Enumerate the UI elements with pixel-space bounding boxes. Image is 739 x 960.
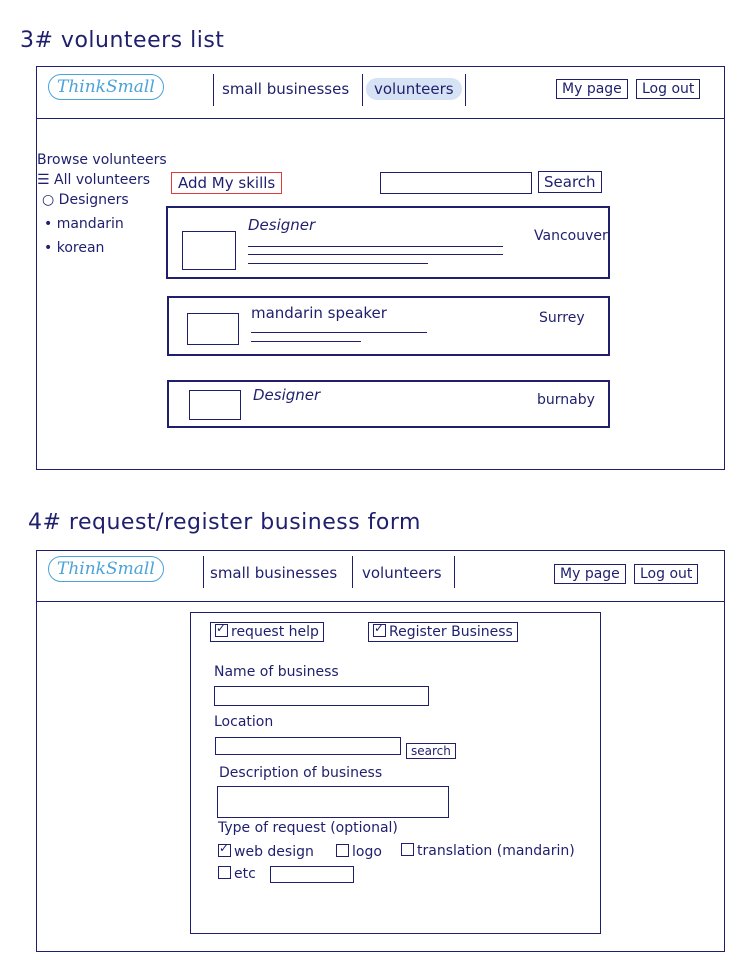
volunteer-card[interactable] bbox=[166, 206, 610, 279]
volunteer-location: Vancouver. bbox=[534, 228, 611, 244]
volunteer-title: mandarin speaker bbox=[251, 304, 387, 322]
volunteer-title: Designer bbox=[253, 386, 321, 404]
nav-divider bbox=[203, 556, 204, 588]
search-button[interactable]: Search bbox=[538, 171, 602, 193]
sidebar-item-label: mandarin bbox=[56, 216, 124, 232]
sidebar-heading: Browse volunteers bbox=[37, 152, 167, 168]
volunteer-title: Designer bbox=[248, 216, 316, 234]
checkbox-icon bbox=[336, 844, 349, 857]
text-placeholder-line bbox=[251, 332, 427, 333]
wireframe1-header-divider bbox=[36, 118, 725, 119]
nav-divider bbox=[465, 74, 466, 106]
location-search-button[interactable]: search bbox=[406, 743, 456, 759]
avatar-placeholder bbox=[187, 313, 239, 345]
avatar-placeholder bbox=[189, 390, 241, 420]
etc-field[interactable] bbox=[270, 866, 354, 883]
nav-volunteers[interactable]: volunteers bbox=[362, 564, 442, 582]
nav-small-businesses[interactable]: small businesses bbox=[210, 564, 338, 582]
volunteer-location: Surrey bbox=[539, 310, 585, 326]
logo[interactable]: ThinkSmall bbox=[48, 74, 164, 100]
nav-divider bbox=[362, 74, 363, 106]
checkbox-icon bbox=[218, 866, 231, 879]
checkbox-icon bbox=[215, 624, 228, 637]
location-label: Location bbox=[214, 714, 274, 730]
location-field[interactable] bbox=[215, 737, 401, 755]
option-label: logo bbox=[352, 844, 382, 860]
bullet-icon: ○ bbox=[42, 192, 55, 208]
name-of-business-label: Name of business bbox=[214, 664, 339, 680]
tab-label: request help bbox=[231, 624, 319, 640]
sidebar-item-mandarin[interactable] bbox=[44, 216, 124, 232]
nav-divider bbox=[213, 74, 214, 106]
volunteer-location: burnaby bbox=[537, 392, 595, 408]
volunteer-card[interactable] bbox=[167, 380, 610, 428]
sidebar-item-label: All volunteers bbox=[54, 172, 151, 188]
checkbox-icon bbox=[401, 843, 414, 856]
text-placeholder-line bbox=[251, 341, 361, 342]
avatar-placeholder bbox=[182, 231, 236, 270]
checkbox-icon bbox=[373, 624, 386, 637]
logo[interactable]: ThinkSmall bbox=[48, 556, 164, 582]
tab-register-business[interactable] bbox=[368, 622, 518, 642]
bullet-icon: • bbox=[44, 216, 53, 232]
wireframe1-title: 3# volunteers list bbox=[20, 28, 225, 53]
my-page-button[interactable]: My page bbox=[556, 79, 628, 99]
my-page-button[interactable]: My page bbox=[554, 564, 626, 584]
nav-small-businesses[interactable]: small businesses bbox=[222, 80, 350, 98]
nav-volunteers-active[interactable]: volunteers bbox=[366, 78, 462, 100]
sidebar-item-label: Designers bbox=[58, 192, 129, 208]
volunteer-card[interactable] bbox=[167, 296, 610, 356]
menu-icon: ☰ bbox=[37, 172, 50, 188]
option-label: translation (mandarin) bbox=[417, 843, 575, 859]
text-placeholder-line bbox=[248, 254, 503, 255]
nav-divider bbox=[352, 556, 353, 588]
option-web-design[interactable] bbox=[218, 844, 314, 860]
log-out-button[interactable]: Log out bbox=[634, 564, 698, 584]
tab-request-help[interactable] bbox=[210, 622, 324, 642]
wireframe2-title: 4# request/register business form bbox=[28, 510, 421, 535]
description-label: Description of business bbox=[219, 765, 383, 781]
option-logo[interactable] bbox=[336, 844, 382, 860]
option-label: web design bbox=[234, 844, 314, 860]
text-placeholder-line bbox=[248, 246, 503, 247]
wireframe2-header-divider bbox=[36, 601, 725, 602]
description-field[interactable] bbox=[217, 786, 449, 818]
option-etc[interactable] bbox=[218, 866, 256, 882]
add-skills-button[interactable]: Add My skills bbox=[171, 172, 282, 194]
text-placeholder-line bbox=[248, 263, 428, 264]
nav-divider bbox=[454, 556, 455, 588]
option-translation[interactable] bbox=[401, 843, 575, 859]
bullet-icon: • bbox=[44, 240, 53, 256]
type-of-request-label: Type of request (optional) bbox=[218, 820, 398, 836]
tab-label: Register Business bbox=[389, 624, 513, 640]
sidebar-item-all[interactable] bbox=[37, 172, 150, 188]
sidebar-item-designers[interactable] bbox=[42, 192, 129, 208]
search-input[interactable] bbox=[380, 172, 532, 194]
checkbox-icon bbox=[218, 844, 231, 857]
business-name-field[interactable] bbox=[214, 686, 429, 706]
sidebar-item-korean[interactable] bbox=[44, 240, 104, 256]
sidebar-item-label: korean bbox=[56, 240, 105, 256]
option-label: etc bbox=[234, 866, 256, 882]
log-out-button[interactable]: Log out bbox=[636, 79, 700, 99]
